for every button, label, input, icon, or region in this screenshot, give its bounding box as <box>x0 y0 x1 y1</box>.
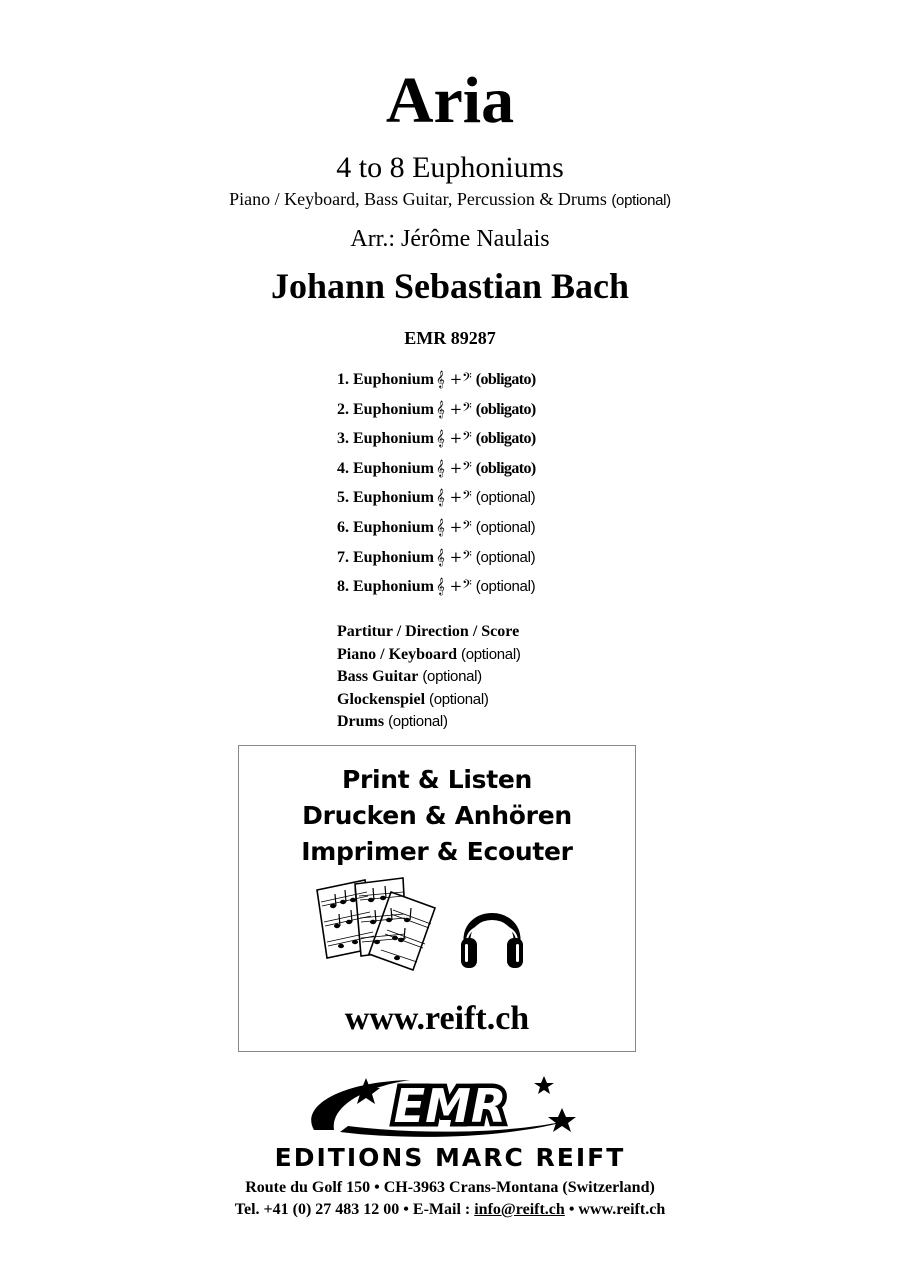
extra-part-name: Drums <box>337 713 385 730</box>
publisher-contact <box>0 1199 900 1221</box>
part-row <box>337 396 737 426</box>
extra-part-tag: (optional) <box>429 690 489 708</box>
title: Aria <box>385 64 515 137</box>
composer: Johann Sebastian Bach <box>270 266 630 306</box>
extra-part-row <box>337 689 521 712</box>
publisher-name: EDITIONS MARC REIFT <box>274 1143 626 1172</box>
clef-icon: 𝄞 +𝄢 <box>435 517 472 536</box>
extra-part-name: Partitur / Direction / Score <box>337 623 520 640</box>
accompaniment <box>0 187 900 213</box>
headphones-icon <box>457 896 527 976</box>
promo-line-fr: Imprimer & Ecouter <box>301 837 573 866</box>
contact-prefix: Tel. +41 (0) 27 483 12 00 • E-Mail : <box>234 1201 475 1218</box>
part-name: 1. Euphonium <box>337 371 434 388</box>
promo-line-de: Drucken & Anhören <box>302 801 572 830</box>
part-name: 6. Euphonium <box>337 518 434 536</box>
part-tag: (obligato) <box>475 371 536 388</box>
arranger: Arr.: Jérôme Naulais <box>350 226 550 252</box>
emr-logo <box>300 1072 600 1144</box>
parts-list <box>337 366 737 603</box>
promo-lines <box>239 762 635 870</box>
part-row <box>337 484 737 514</box>
part-name: 5. Euphonium <box>337 489 434 507</box>
part-tag: (optional) <box>475 489 536 507</box>
part-tag: (optional) <box>475 518 536 536</box>
contact-suffix: • www.reift.ch <box>564 1201 666 1218</box>
clef-icon: 𝄞 +𝄢 <box>435 488 472 507</box>
accompaniment-tag: (optional) <box>611 192 671 209</box>
sheet-music-icon <box>311 874 441 974</box>
extra-part-row <box>337 711 521 734</box>
promo-line-en: Print & Listen <box>341 765 533 794</box>
clef-icon: 𝄞 +𝄢 <box>435 458 472 477</box>
publisher-address: Route du Golf 150 • CH-3963 Crans-Montana (Switzerland) <box>245 1179 655 1196</box>
part-name: 2. Euphonium <box>337 400 434 418</box>
clef-icon: 𝄞 +𝄢 <box>435 547 472 566</box>
extras-list <box>337 621 521 734</box>
part-row <box>337 366 737 396</box>
extra-part-name: Piano / Keyboard <box>337 645 458 663</box>
logo-text: EMR <box>393 1079 507 1133</box>
accompaniment-main: Piano / Keyboard, Bass Guitar, Percussion & Drums <box>229 189 607 209</box>
print-listen-box <box>238 745 636 1052</box>
part-tag: (optional) <box>475 548 536 566</box>
extra-part-row <box>337 644 521 667</box>
extra-part-tag: (optional) <box>388 713 448 730</box>
part-row <box>337 514 737 544</box>
email-link[interactable]: info@reift.ch <box>474 1201 565 1218</box>
part-tag: (obligato) <box>475 430 536 448</box>
catalog-number: EMR 89287 <box>404 328 496 348</box>
extra-part-name: Glockenspiel <box>337 690 426 708</box>
part-tag: (optional) <box>475 578 536 596</box>
website-link[interactable]: www.reift.ch <box>344 1000 530 1037</box>
extra-part-tag: (optional) <box>422 668 482 685</box>
part-tag: (obligato) <box>475 400 536 418</box>
instrumentation: 4 to 8 Euphoniums <box>336 151 564 184</box>
part-row <box>337 425 737 455</box>
clef-icon: 𝄞 +𝄢 <box>435 429 472 448</box>
part-row <box>337 573 737 603</box>
part-row <box>337 544 737 574</box>
part-name: 4. Euphonium <box>337 459 434 477</box>
extra-part-row <box>337 621 521 644</box>
clef-icon: 𝄞 +𝄢 <box>435 399 472 418</box>
part-name: 3. Euphonium <box>337 430 434 448</box>
extra-part-name: Bass Guitar <box>337 668 419 685</box>
part-name: 7. Euphonium <box>337 548 434 566</box>
part-row <box>337 455 737 485</box>
part-tag: (obligato) <box>475 459 536 477</box>
extra-part-row <box>337 666 521 689</box>
clef-icon: 𝄞 +𝄢 <box>435 370 472 388</box>
clef-icon: 𝄞 +𝄢 <box>435 577 472 596</box>
part-name: 8. Euphonium <box>337 578 434 596</box>
extra-part-tag: (optional) <box>461 645 521 663</box>
